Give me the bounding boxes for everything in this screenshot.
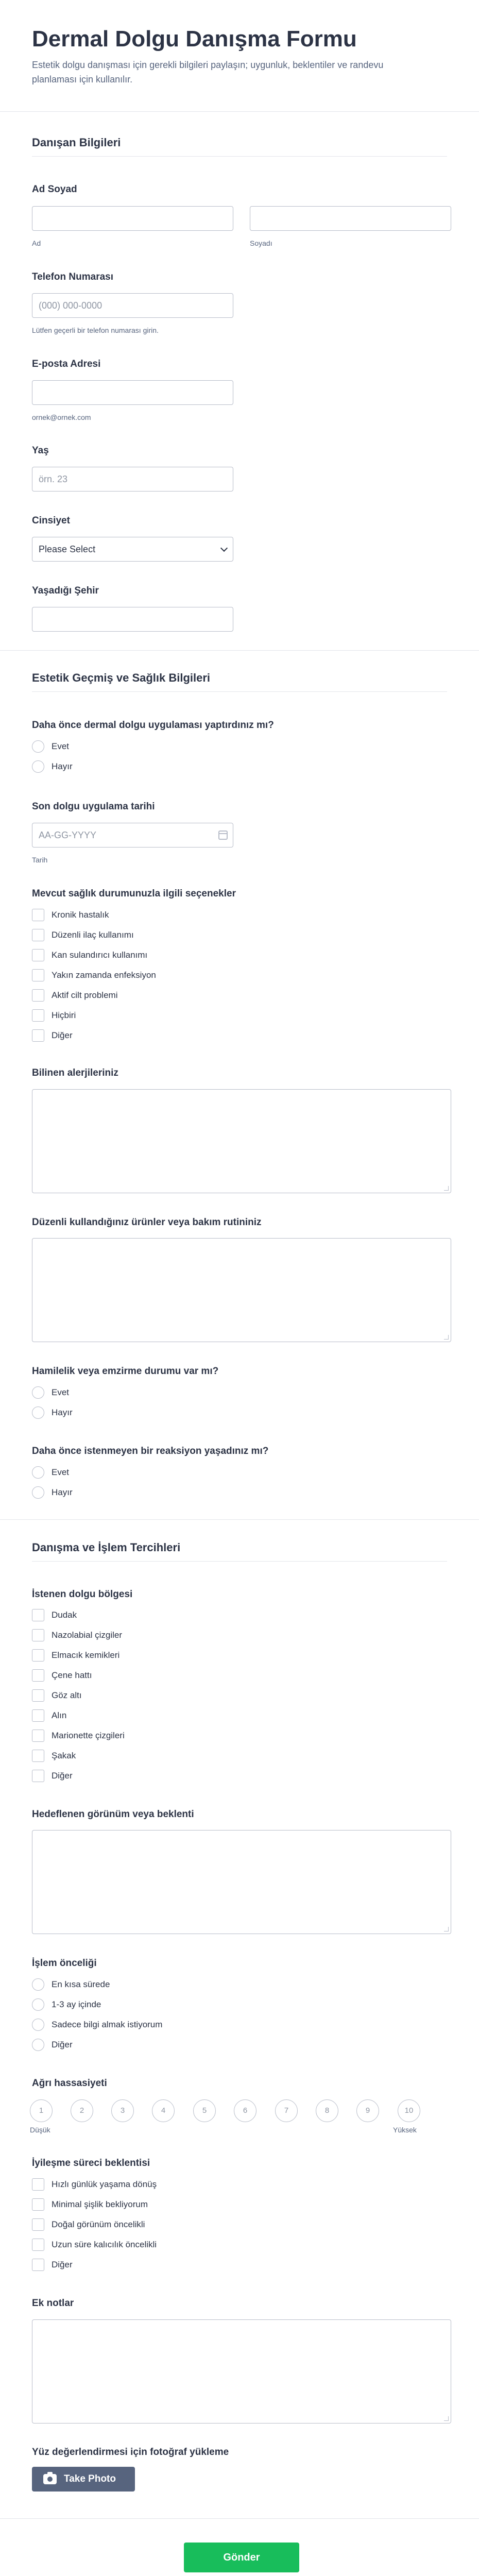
areas-option-7: Şakak bbox=[52, 1751, 76, 1760]
pain-scale-8[interactable]: 8 bbox=[316, 2099, 338, 2122]
pain-scale-9[interactable]: 9 bbox=[356, 2099, 379, 2122]
name-label: Ad Soyad bbox=[32, 184, 77, 195]
pain-scale-6[interactable]: 6 bbox=[234, 2099, 256, 2122]
email-input[interactable] bbox=[32, 380, 233, 405]
section-heading-preferences: Danışma ve İşlem Tercihleri bbox=[32, 1541, 181, 1554]
recovery-option-1: Minimal şişlik bekliyorum bbox=[52, 2199, 148, 2209]
notes-label: Ek notlar bbox=[32, 2298, 74, 2309]
areas-checkbox-0[interactable] bbox=[32, 1609, 44, 1621]
phone-label: Telefon Numarası bbox=[32, 272, 114, 282]
areas-option-0: Dudak bbox=[52, 1610, 77, 1620]
priority-radio-2[interactable] bbox=[32, 2019, 44, 2031]
areas-option-5: Alın bbox=[52, 1710, 67, 1720]
section-divider bbox=[32, 1561, 447, 1562]
expectation-textarea[interactable] bbox=[32, 1830, 451, 1934]
recovery-checkbox-4[interactable] bbox=[32, 2259, 44, 2271]
reaction-option-no: Hayır bbox=[52, 1487, 73, 1497]
recovery-option-2: Doğal görünüm öncelikli bbox=[52, 2219, 145, 2229]
reaction-label: Daha önce istenmeyen bir reaksiyon yaşadınız mı? bbox=[32, 1446, 269, 1456]
prev-filler-option-yes: Evet bbox=[52, 741, 70, 751]
health-option-0: Kronik hastalık bbox=[52, 910, 109, 920]
health-option-6: Diğer bbox=[52, 1030, 73, 1040]
areas-option-3: Çene hattı bbox=[52, 1670, 92, 1680]
chevron-down-icon bbox=[220, 545, 228, 552]
priority-radio-3[interactable] bbox=[32, 2039, 44, 2051]
health-checkbox-4[interactable] bbox=[32, 989, 44, 1002]
priority-radio-1[interactable] bbox=[32, 1998, 44, 2011]
photo-label: Yüz değerlendirmesi için fotoğraf yükleme bbox=[32, 2447, 229, 2458]
pain-scale-1[interactable]: 1 bbox=[30, 2099, 53, 2122]
allergies-textarea[interactable] bbox=[32, 1089, 451, 1193]
areas-checkbox-7[interactable] bbox=[32, 1750, 44, 1762]
last-name-input[interactable] bbox=[250, 206, 451, 231]
recovery-checkbox-0[interactable] bbox=[32, 2178, 44, 2191]
health-checkbox-6[interactable] bbox=[32, 1029, 44, 1042]
submit-button[interactable]: Gönder bbox=[184, 2543, 299, 2572]
section-heading-client-info: Danışan Bilgileri bbox=[32, 136, 121, 149]
areas-checkbox-1[interactable] bbox=[32, 1629, 44, 1641]
areas-option-2: Elmacık kemikleri bbox=[52, 1650, 120, 1660]
recovery-option-4: Diğer bbox=[52, 2260, 73, 2269]
health-label: Mevcut sağlık durumunuzla ilgili seçenekler bbox=[32, 888, 236, 899]
recovery-checkbox-2[interactable] bbox=[32, 2218, 44, 2231]
form-header bbox=[0, 0, 479, 112]
areas-option-4: Göz altı bbox=[52, 1690, 82, 1700]
email-label: E-posta Adresi bbox=[32, 359, 101, 369]
section-divider bbox=[0, 1519, 479, 1520]
take-photo-label: Take Photo bbox=[64, 2473, 116, 2484]
form-title: Dermal Dolgu Danışma Formu bbox=[32, 26, 357, 52]
last-date-label: Son dolgu uygulama tarihi bbox=[32, 801, 155, 812]
take-photo-button[interactable] bbox=[32, 2467, 135, 2492]
health-checkbox-0[interactable] bbox=[32, 909, 44, 921]
recovery-checkbox-3[interactable] bbox=[32, 2239, 44, 2251]
priority-radio-0[interactable] bbox=[32, 1978, 44, 1991]
pain-label: Ağrı hassasiyeti bbox=[32, 2078, 107, 2089]
routine-textarea[interactable] bbox=[32, 1238, 451, 1342]
calendar-icon[interactable] bbox=[218, 831, 228, 840]
age-input[interactable]: örn. 23 bbox=[32, 467, 233, 492]
email-sublabel: ornek@ornek.com bbox=[32, 413, 91, 421]
health-checkbox-1[interactable] bbox=[32, 929, 44, 941]
pregnancy-label: Hamilelik veya emzirme durumu var mı? bbox=[32, 1366, 219, 1377]
pregnancy-option-yes: Evet bbox=[52, 1387, 70, 1397]
health-option-4: Aktif cilt problemi bbox=[52, 990, 118, 1000]
section-divider bbox=[32, 156, 447, 157]
last-date-placeholder: AA-GG-YYYY bbox=[39, 830, 97, 840]
health-checkbox-3[interactable] bbox=[32, 969, 44, 981]
health-option-1: Düzenli ilaç kullanımı bbox=[52, 930, 134, 940]
priority-option-0: En kısa sürede bbox=[52, 1979, 110, 1989]
areas-checkbox-6[interactable] bbox=[32, 1730, 44, 1742]
prev-filler-radio-yes[interactable] bbox=[32, 740, 44, 753]
health-option-3: Yakın zamanda enfeksiyon bbox=[52, 970, 156, 980]
phone-sublabel: Lütfen geçerli bir telefon numarası girin. bbox=[32, 326, 159, 334]
city-input[interactable] bbox=[32, 607, 233, 632]
health-option-2: Kan sulandırıcı kullanımı bbox=[52, 950, 148, 960]
reaction-option-yes: Evet bbox=[52, 1467, 70, 1477]
health-checkbox-5[interactable] bbox=[32, 1009, 44, 1022]
prev-filler-label: Daha önce dermal dolgu uygulaması yaptırdınız mı? bbox=[32, 720, 274, 731]
last-name-sublabel: Soyadı bbox=[250, 239, 272, 247]
pain-scale-5[interactable]: 5 bbox=[193, 2099, 216, 2122]
areas-option-8: Diğer bbox=[52, 1771, 73, 1781]
health-option-5: Hiçbiri bbox=[52, 1010, 76, 1020]
pain-scale-10[interactable]: 10 bbox=[398, 2099, 420, 2122]
areas-option-1: Nazolabial çizgiler bbox=[52, 1630, 123, 1640]
expectation-label: Hedeflenen görünüm veya beklenti bbox=[32, 1809, 194, 1820]
areas-label: İstenen dolgu bölgesi bbox=[32, 1589, 133, 1600]
areas-checkbox-8[interactable] bbox=[32, 1770, 44, 1782]
notes-textarea[interactable] bbox=[32, 2319, 451, 2424]
priority-option-2: Sadece bilgi almak istiyorum bbox=[52, 2020, 163, 2029]
prev-filler-option-no: Hayır bbox=[52, 761, 73, 771]
prev-filler-radio-no[interactable] bbox=[32, 760, 44, 773]
pain-scale-4[interactable]: 4 bbox=[152, 2099, 175, 2122]
health-checkbox-2[interactable] bbox=[32, 949, 44, 961]
gender-label: Cinsiyet bbox=[32, 515, 70, 526]
routine-label: Düzenli kullandığınız ürünler veya bakım rutininiz bbox=[32, 1217, 262, 1228]
priority-option-3: Diğer bbox=[52, 2040, 73, 2049]
areas-option-6: Marionette çizgileri bbox=[52, 1731, 125, 1740]
reaction-radio-no[interactable] bbox=[32, 1486, 44, 1499]
city-label: Yaşadığı Şehir bbox=[32, 585, 99, 596]
recovery-option-3: Uzun süre kalıcılık öncelikli bbox=[52, 2240, 157, 2249]
last-date-sublabel: Tarih bbox=[32, 856, 48, 864]
pain-scale-2[interactable]: 2 bbox=[71, 2099, 93, 2122]
areas-checkbox-5[interactable] bbox=[32, 1709, 44, 1722]
age-label: Yaş bbox=[32, 445, 49, 456]
pregnancy-radio-yes[interactable] bbox=[32, 1386, 44, 1399]
recovery-option-0: Hızlı günlük yaşama dönüş bbox=[52, 2179, 157, 2189]
first-name-input[interactable] bbox=[32, 206, 233, 231]
pregnancy-option-no: Hayır bbox=[52, 1408, 73, 1417]
pain-min-label: Düşük bbox=[30, 2126, 50, 2134]
priority-option-1: 1-3 ay içinde bbox=[52, 1999, 101, 2009]
gender-selected-value: Please Select bbox=[39, 544, 96, 554]
camera-icon bbox=[43, 2474, 57, 2484]
section-divider bbox=[32, 691, 447, 692]
section-divider bbox=[0, 650, 479, 651]
reaction-radio-yes[interactable] bbox=[32, 1466, 44, 1479]
phone-input[interactable]: (000) 000-0000 bbox=[32, 293, 233, 318]
form-subtitle: Estetik dolgu danışması için gerekli bilgileri paylaşın; uygunluk, beklentiler ve randevu planlaması için kullanılır. bbox=[32, 60, 384, 84]
section-heading-aesthetic-history: Estetik Geçmiş ve Sağlık Bilgileri bbox=[32, 671, 211, 684]
pain-scale-7[interactable]: 7 bbox=[275, 2099, 298, 2122]
allergies-label: Bilinen alerjileriniz bbox=[32, 1067, 118, 1078]
areas-checkbox-4[interactable] bbox=[32, 1689, 44, 1702]
first-name-sublabel: Ad bbox=[32, 239, 41, 247]
gender-select[interactable] bbox=[32, 537, 233, 562]
recovery-checkbox-1[interactable] bbox=[32, 2198, 44, 2211]
pregnancy-radio-no[interactable] bbox=[32, 1406, 44, 1419]
areas-checkbox-2[interactable] bbox=[32, 1649, 44, 1662]
areas-checkbox-3[interactable] bbox=[32, 1669, 44, 1682]
recovery-label: İyileşme süreci beklentisi bbox=[32, 2158, 150, 2168]
pain-max-label: Yüksek bbox=[393, 2126, 417, 2134]
last-date-input[interactable] bbox=[32, 823, 233, 848]
pain-scale-3[interactable]: 3 bbox=[111, 2099, 134, 2122]
priority-label: İşlem önceliği bbox=[32, 1958, 97, 1969]
